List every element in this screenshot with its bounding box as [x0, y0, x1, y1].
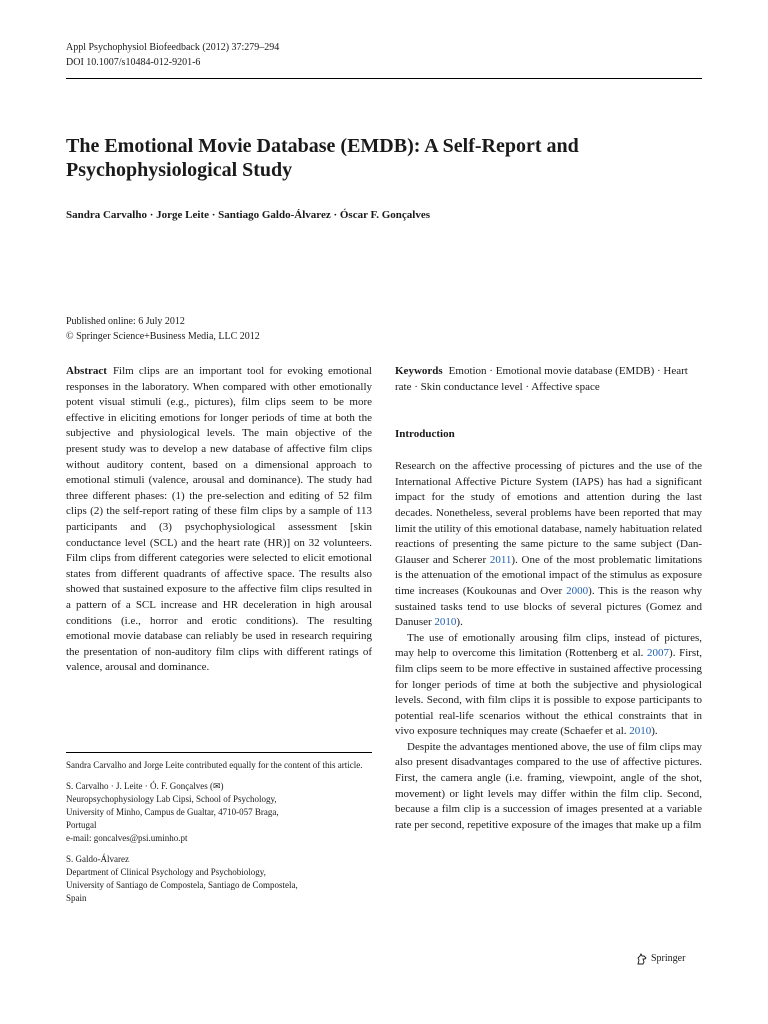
abstract	[66, 364, 372, 676]
right-column	[395, 364, 702, 833]
published-date: Published online: 6 July 2012	[66, 316, 185, 327]
article-title: The Emotional Movie Database (EMDB): A Self-Report and Psychophysiological Study	[66, 135, 579, 181]
springer-horse-icon	[636, 953, 648, 965]
doi[interactable]: DOI 10.1007/s10484-012-9201-6	[66, 57, 201, 68]
abstract-text: Film clips are an important tool for evoking emotional responses in the laboratory. When compared with other emotionally potent visual stimuli (e.g., pictures), film clips seem to be more effective in eliciting emotions for longer periods of time at both the subjective and physiological levels. The main objective of the present study was to develop a new database of affective film clips without auditory content, based on a dimensional approach to emotional stimuli (valence, arousal and dominance). The study had three different phases: (1) the pre-selection and editing of 52 film clips (2) the self-report rating of these film clips by a sample of 113 participants and (3) psychophysiological assessment [skin conductance level (SCL) and the heart rate (HR)] on 32 volunteers. Film clips from different categories were selected to elicit emotional states from different quadrants of affective space. The results also showed that sustained exposure to the affective film clips resulted in a pattern of a SCL increase and HR deceleration in high arousal conditions (i.e., horror and erotic conditions). The resulting emotional movie database can reliably be used in research requiring the presentation of non-auditory film clips with different ratings of valence, arousal and dominance.	[66, 365, 372, 674]
copyright: © Springer Science+Business Media, LLC 2012	[66, 331, 260, 342]
intro-p2-text-c: ).	[651, 725, 658, 738]
footnotes	[66, 759, 372, 913]
publisher-name: Springer	[651, 953, 686, 964]
affiliation-2-university: University of Santiago de Compostela, Santiago de Compostela,	[66, 880, 298, 890]
contact-email[interactable]: e-mail: goncalves@psi.uminho.pt	[66, 833, 188, 843]
journal-header	[66, 40, 279, 70]
affiliation-2	[66, 853, 372, 905]
citation-link[interactable]: 2000	[566, 584, 589, 597]
affiliation-2-country: Spain	[66, 893, 87, 903]
affiliation-1-country: Portugal	[66, 820, 97, 830]
affiliation-1-university: University of Minho, Campus de Gualtar, 4710-057 Braga,	[66, 807, 279, 817]
citation-link[interactable]: 2010	[629, 725, 652, 738]
footnote-divider	[66, 752, 372, 753]
author-list: Sandra Carvalho · Jorge Leite · Santiago Galdo-Álvarez · Óscar F. Gonçalves	[66, 209, 431, 221]
intro-p1-text-b: ). One of the most problematic limitations is the attenuation of the emotional impact of the stimulus as exposure time increases (Koukounas and Over	[395, 553, 702, 597]
affiliation-2-author: S. Galdo-Álvarez	[66, 854, 129, 864]
left-column	[66, 364, 372, 676]
citation-link[interactable]: 2007	[647, 647, 670, 660]
intro-p2-text-a: The use of emotionally arousing film clips, instead of pictures, may help to overcome this limitation (Rottenberg et al.	[395, 631, 702, 660]
abstract-heading: Abstract	[66, 365, 107, 377]
intro-p1-text-c: ). This is the reason why sustained tasks tend to use blocks of several pictures (Gomez and Danuser	[395, 584, 702, 629]
keywords	[395, 364, 702, 395]
affiliation-1-lab: Neuropsychophysiology Lab Cipsi, School of Psychology,	[66, 794, 277, 804]
keywords-text: Emotion · Emotional movie database (EMDB) · Heart rate · Skin conductance level · Affective space	[395, 365, 688, 393]
affiliation-1-authors: S. Carvalho · J. Leite · Ó. F. Gonçalves (✉)	[66, 781, 224, 791]
introduction-heading: Introduction	[395, 428, 455, 441]
publisher-mark	[636, 952, 685, 966]
keywords-heading: Keywords	[395, 365, 443, 377]
header-divider	[66, 78, 702, 79]
intro-paragraph-2	[395, 631, 702, 740]
affiliation-2-department: Department of Clinical Psychology and Psychobiology,	[66, 867, 266, 877]
affiliation-1	[66, 780, 372, 845]
intro-p1-text-d: ).	[456, 616, 463, 629]
intro-paragraph-3: Despite the advantages mentioned above, the use of film clips may also present disadvantages compared to the use of affective pictures. First, the camera angle (i.e. framing, viewpoint, angle of the shot, movement) or light levels may differ within the film clip. Second, because a film clip is a succession of images presented at a variable rate per second, repetitive exposure of the images that make up a film	[395, 740, 702, 831]
publication-info	[66, 314, 260, 344]
intro-paragraph-1	[395, 459, 702, 631]
equal-contribution-note: Sandra Carvalho and Jorge Leite contributed equally for the content of this article.	[66, 760, 363, 770]
intro-p1-text-a: Research on the affective processing of pictures and the use of the International Affective Picture System (IAPS) has had a significant impact for the study of emotions and attention during the last decades. Nonetheless, several problems have been reported that may limit the utility of this emotional database, namely habituation related reactions of presenting the same picture to the same subject (Dan-Glauser and Scherer	[395, 460, 702, 566]
citation-link[interactable]: 2011	[489, 553, 512, 566]
journal-citation: Appl Psychophysiol Biofeedback (2012) 37:279–294	[66, 42, 280, 53]
intro-p2-text-b: ). First, film clips seem to be more effective in sustained affective processing for longer periods of time at both the subjective and physiological levels. Second, with film clips it is possible to expose participants to potential real-life scenarios without the ethical constraints that in vivo exposure techniques may create (Schaefer et al.	[395, 647, 703, 738]
citation-link[interactable]: 2010	[434, 616, 457, 629]
